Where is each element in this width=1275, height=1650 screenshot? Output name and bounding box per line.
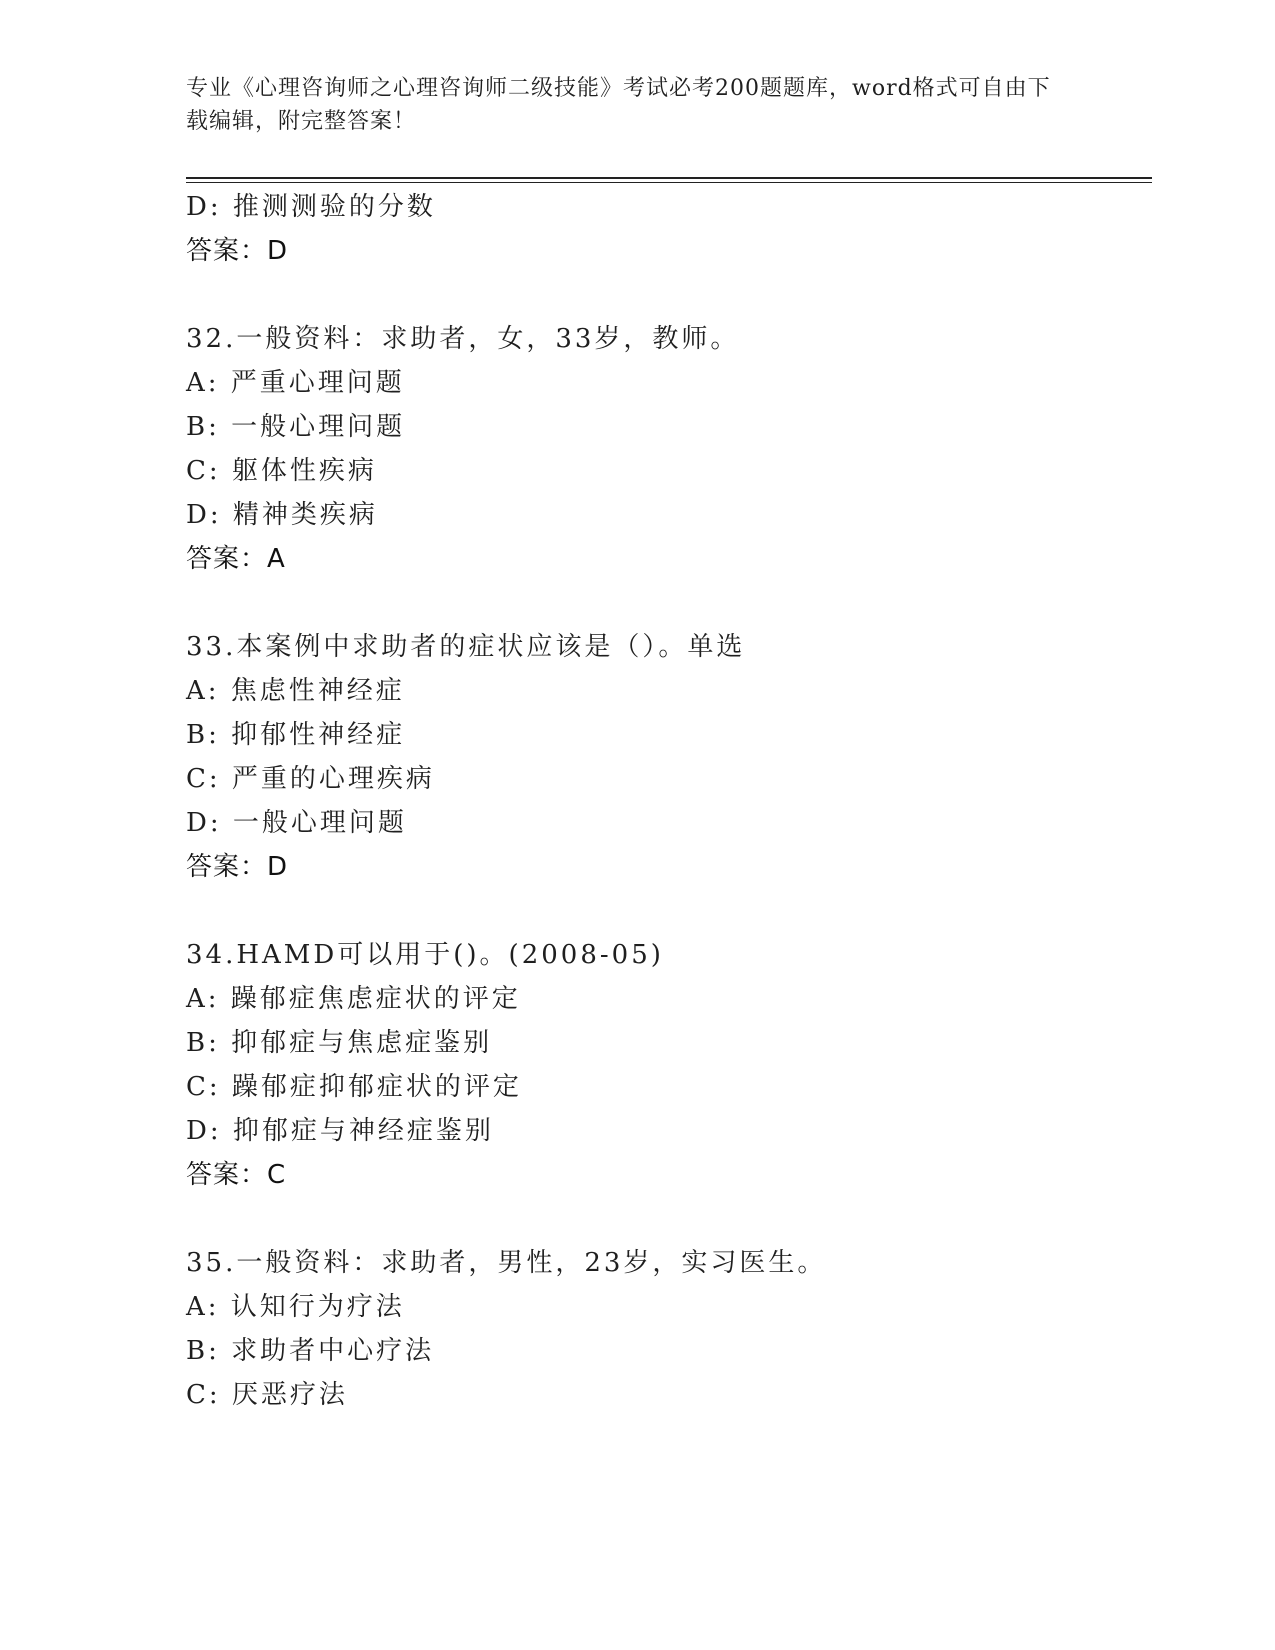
option-a: A: 焦虑性神经症	[186, 676, 405, 706]
answer-line: 答案：D	[186, 852, 289, 882]
option-a: A: 认知行为疗法	[186, 1292, 405, 1322]
option-b: B: 一般心理问题	[186, 412, 406, 442]
option-a: A: 躁郁症焦虑症状的评定	[186, 984, 521, 1014]
option-b: B: 抑郁症与焦虑症鉴别	[186, 1028, 493, 1058]
answer-line: 答案：C	[186, 1160, 287, 1190]
document-header: 专业《心理咨询师之心理咨询师二级技能》考试必考200题题库，word格式可自由下载编辑，附完整答案！	[186, 76, 1051, 134]
header-rule-thick	[186, 177, 1152, 179]
option-c: C: 严重的心理疾病	[186, 764, 435, 794]
answer-line: 答案：A	[186, 544, 286, 574]
option-d: D: 一般心理问题	[186, 808, 407, 838]
answer-line: 答案：D	[186, 236, 289, 266]
option-b: B: 求助者中心疗法	[186, 1336, 435, 1366]
question-35: 35.一般资料：求助者，男性，23岁，实习医生。	[186, 1248, 827, 1278]
option-c: C: 躯体性疾病	[186, 456, 377, 486]
option-c: C: 躁郁症抑郁症状的评定	[186, 1072, 522, 1102]
header-rule-thin	[186, 182, 1152, 183]
question-33: 33.本案例中求助者的症状应该是（）。单选	[186, 632, 746, 662]
option-b: B: 抑郁性神经症	[186, 720, 406, 750]
option-d: D: 抑郁症与神经症鉴别	[186, 1116, 494, 1146]
option-d: D: 推测测验的分数	[186, 192, 436, 222]
option-c: C: 厌恶疗法	[186, 1380, 348, 1410]
option-d: D: 精神类疾病	[186, 500, 378, 530]
option-a: A: 严重心理问题	[186, 368, 405, 398]
question-34: 34.HAMD可以用于()。(2008-05)	[186, 940, 664, 970]
question-32: 32.一般资料：求助者，女，33岁，教师。	[186, 324, 740, 354]
